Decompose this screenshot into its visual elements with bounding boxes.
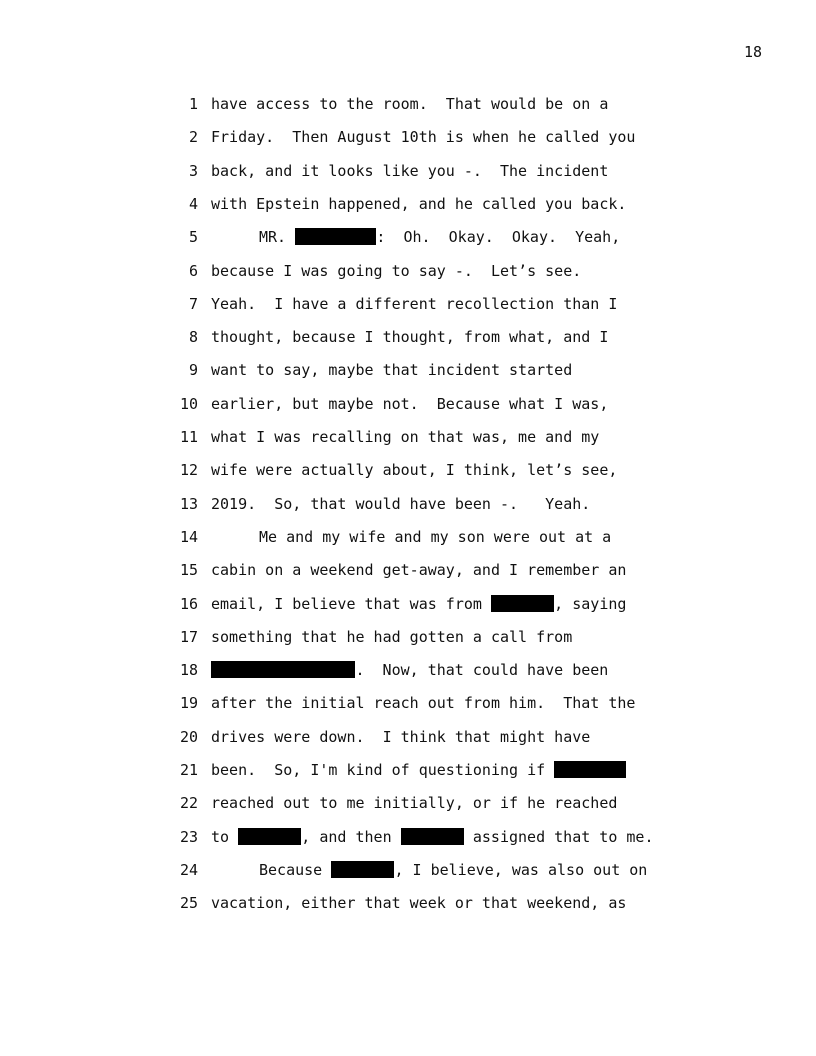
line-text	[211, 893, 626, 913]
line-text	[211, 727, 590, 747]
line-number: 9	[188, 361, 198, 380]
text-segment: because I was going to say -. Let’s see.	[211, 261, 582, 280]
redaction-box	[238, 828, 301, 845]
line-text	[211, 294, 617, 314]
line-number: 14	[179, 527, 198, 546]
text-segment: : Oh. Okay. Okay. Yeah,	[376, 228, 621, 247]
line-text	[211, 827, 654, 847]
line-text	[211, 627, 572, 647]
line-text	[259, 227, 620, 247]
line-text	[211, 127, 635, 147]
line-number: 11	[179, 428, 198, 446]
text-segment: after the initial reach out from him. That the	[211, 694, 636, 713]
line-number: 24	[179, 860, 198, 879]
text-segment: wife were actually about, I think, let’s see,	[211, 461, 618, 480]
text-segment: Friday. Then August 10th is when he called you	[211, 128, 636, 147]
text-segment: to	[211, 827, 239, 846]
text-segment: drives were down. I think that might have	[211, 727, 591, 746]
line-number: 22	[179, 794, 198, 813]
text-segment: 2019. So, that would have been -. Yeah.	[211, 494, 591, 513]
text-segment: what I was recalling on that was, me and my	[211, 428, 600, 446]
line-number: 7	[188, 294, 198, 313]
text-segment: with Epstein happened, and he called you back.	[211, 194, 627, 213]
line-number: 16	[179, 594, 198, 613]
text-segment: want to say, maybe that incident started	[211, 361, 573, 380]
redaction-box	[211, 661, 355, 678]
line-text	[211, 594, 626, 614]
transcript-line	[0, 427, 816, 460]
line-text	[211, 194, 626, 214]
line-number: 5	[188, 228, 198, 247]
line-text	[211, 760, 626, 780]
transcript-line	[0, 793, 816, 826]
transcript-line	[0, 94, 816, 127]
line-number: 15	[179, 561, 198, 580]
line-text	[211, 427, 599, 447]
text-segment: back, and it looks like you -. The incident	[211, 161, 609, 180]
text-segment: been. So, I'm kind of questioning if	[211, 761, 555, 779]
transcript-line	[0, 127, 816, 160]
line-text	[211, 94, 608, 114]
transcript-line	[0, 594, 816, 627]
line-text	[211, 394, 608, 414]
line-number: 10	[179, 394, 198, 413]
text-segment: Yeah. I have a different recollection than I	[211, 294, 618, 313]
page-number: 18	[743, 43, 762, 61]
line-text	[211, 494, 590, 514]
transcript-line	[0, 727, 816, 760]
transcript-line	[0, 827, 816, 860]
line-number: 3	[188, 161, 198, 180]
transcript-line	[0, 261, 816, 294]
text-segment: , I believe, was also out on	[394, 860, 648, 879]
line-text	[211, 360, 572, 380]
line-text	[211, 560, 626, 580]
transcript-line	[0, 560, 816, 593]
redaction-box	[491, 595, 554, 612]
line-number: 4	[188, 194, 198, 213]
text-segment: assigned that to me.	[463, 827, 654, 846]
text-segment: reached out to me initially, or if he reached	[211, 794, 618, 813]
redaction-box	[401, 828, 464, 845]
line-text	[211, 660, 608, 680]
line-text	[211, 261, 581, 281]
text-segment: have access to the room. That would be on a	[211, 95, 609, 113]
line-text	[211, 161, 608, 181]
line-number: 25	[179, 894, 198, 913]
line-number: 20	[179, 727, 198, 746]
transcript-line	[0, 893, 816, 926]
redaction-box	[554, 761, 626, 778]
line-text	[211, 793, 617, 813]
line-number: 2	[188, 128, 198, 147]
text-segment: earlier, but maybe not. Because what I was,	[211, 394, 609, 413]
line-number: 12	[179, 461, 198, 480]
text-segment: , and then	[301, 827, 401, 846]
line-number: 17	[179, 627, 198, 646]
transcript-line	[0, 860, 816, 893]
redaction-box	[295, 228, 376, 245]
text-segment: Because	[259, 860, 332, 879]
line-number: 23	[179, 827, 198, 846]
transcript-line	[0, 327, 816, 360]
line-text	[259, 527, 611, 547]
transcript-line	[0, 760, 816, 793]
transcript-line	[0, 360, 816, 393]
line-number: 18	[179, 661, 198, 680]
text-segment: . Now, that could have been	[355, 661, 609, 680]
line-text	[211, 327, 608, 347]
line-number: 6	[188, 261, 198, 280]
text-segment: thought, because I thought, from what, and I	[211, 328, 609, 347]
text-segment: email, I believe that was from	[211, 594, 491, 613]
line-number: 1	[188, 95, 198, 113]
line-number: 21	[179, 761, 198, 779]
text-segment: vacation, either that week or that weekend, as	[211, 894, 627, 913]
text-segment: , saying	[554, 594, 627, 613]
redaction-box	[331, 861, 394, 878]
transcript-line	[0, 294, 816, 327]
transcript-line	[0, 660, 816, 693]
transcript-line	[0, 527, 816, 560]
line-number: 13	[179, 494, 198, 513]
transcript-line	[0, 494, 816, 527]
transcript-line	[0, 161, 816, 194]
transcript-line	[0, 194, 816, 227]
transcript-line	[0, 627, 816, 660]
text-segment: cabin on a weekend get-away, and I remember an	[211, 561, 627, 580]
text-segment: Me and my wife and my son were out at a	[259, 527, 612, 546]
text-segment: something that he had gotten a call from	[211, 627, 573, 646]
text-segment: MR.	[259, 228, 296, 247]
transcript-line	[0, 460, 816, 493]
line-text	[211, 460, 617, 480]
line-number: 19	[179, 694, 198, 713]
line-text	[259, 860, 647, 880]
transcript-line	[0, 394, 816, 427]
line-text	[211, 693, 635, 713]
transcript-line	[0, 227, 816, 260]
transcript-line	[0, 693, 816, 726]
line-number: 8	[188, 328, 198, 347]
